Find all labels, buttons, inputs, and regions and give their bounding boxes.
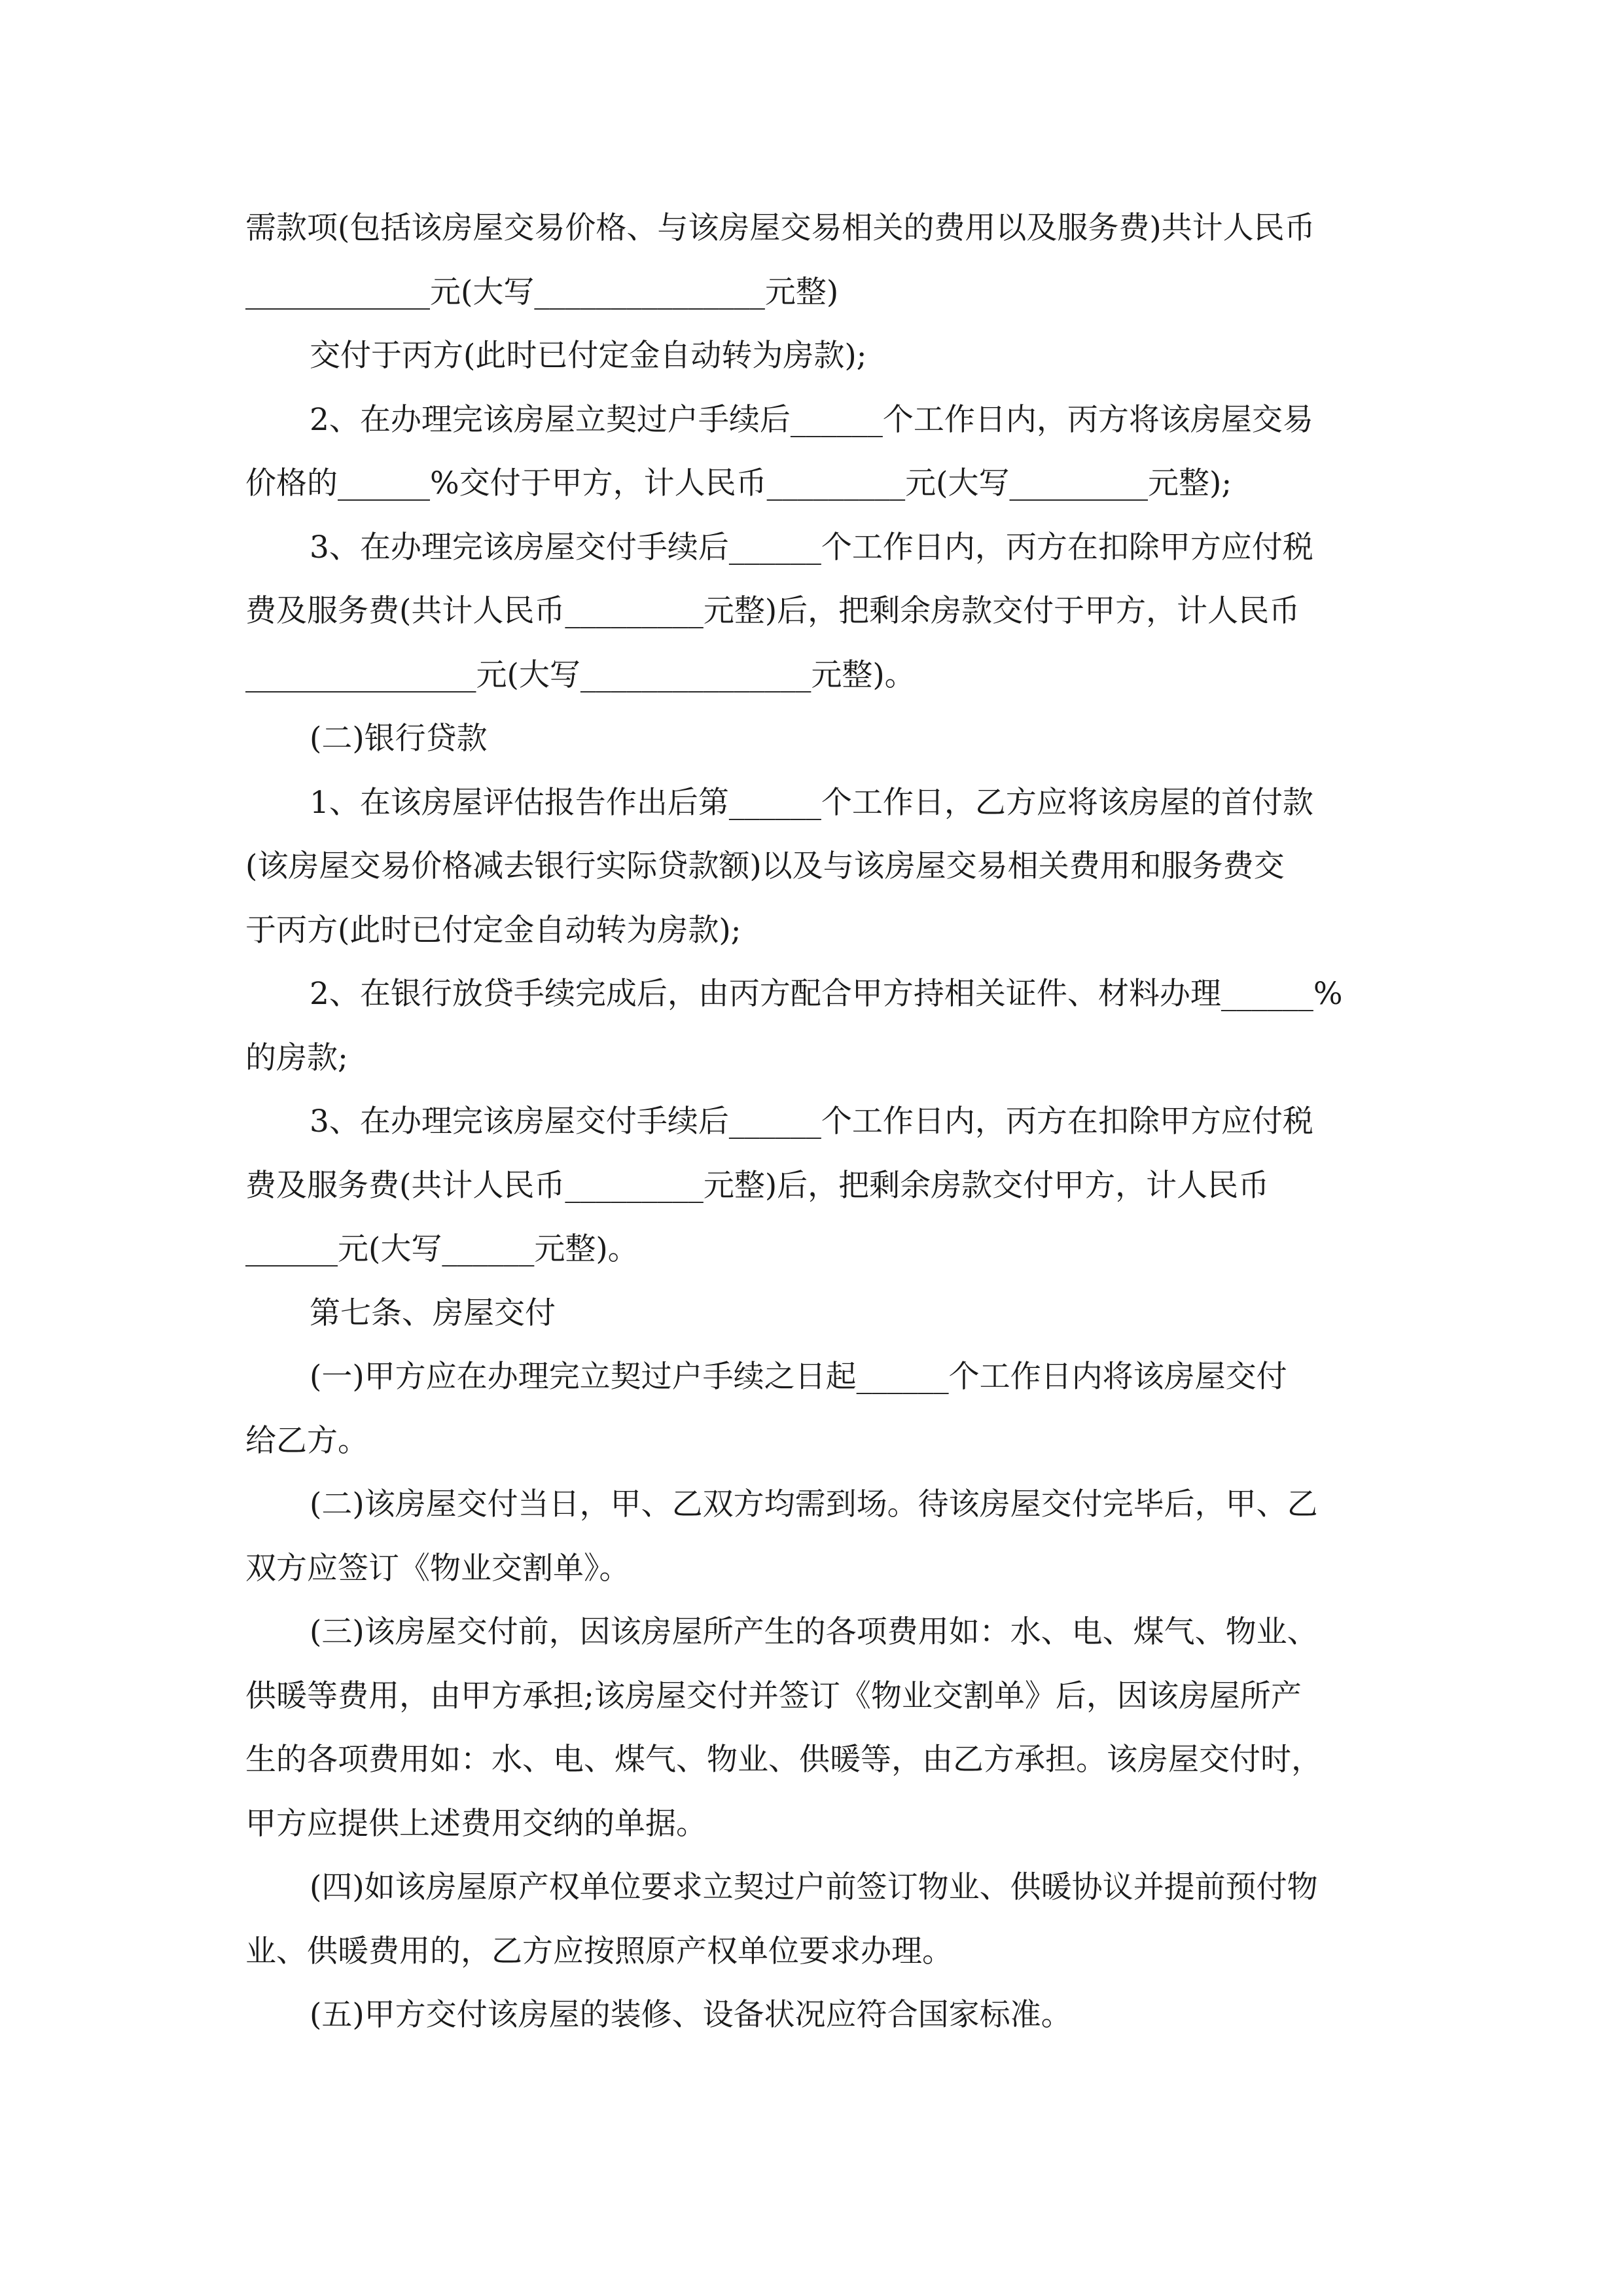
text-line: 业、供暖费用的，乙方应按照原产权单位要求办理。	[245, 1933, 953, 1969]
text-line: 生的各项费用如：水、电、煤气、物业、供暖等，由乙方承担。该房屋交付时，	[245, 1742, 1322, 1778]
text-line: (二)该房屋交付当日，甲、乙双方均需到场。待该房屋交付完毕后，甲、乙	[310, 1486, 1318, 1522]
text-line: 给乙方。	[245, 1422, 368, 1459]
text-line: (该房屋交易价格减去银行实际贷款额)以及与该房屋交易相关费用和服务费交	[245, 848, 1285, 884]
text-line: 1、在该房屋评估报告作出后第______个工作日，乙方应将该房屋的首付款	[310, 784, 1313, 821]
text-line: 需款项(包括该房屋交易价格、与该房屋交易相关的费用以及服务费)共计人民币	[245, 210, 1315, 246]
text-line: 双方应签订《物业交割单》。	[245, 1550, 630, 1587]
text-line: (三)该房屋交付前，因该房屋所产生的各项费用如：水、电、煤气、物业、	[310, 1614, 1318, 1650]
text-line: 2、在银行放贷手续完成后，由丙方配合甲方持相关证件、材料办理______%	[310, 976, 1343, 1012]
text-line: ______元(大写______元整)。	[245, 1231, 639, 1267]
text-line: 于丙方(此时已付定金自动转为房款);	[245, 912, 741, 948]
text-line: ____________元(大写_______________元整)	[245, 274, 839, 310]
text-line: (四)如该房屋原产权单位要求立契过户前签订物业、供暖协议并提前预付物	[310, 1869, 1318, 1905]
contract-text	[245, 196, 1397, 2047]
text-line: (五)甲方交付该房屋的装修、设备状况应符合国家标准。	[310, 1997, 1072, 2033]
text-line: 3、在办理完该房屋交付手续后______个工作日内，丙方在扣除甲方应付税	[310, 1103, 1313, 1139]
text-line: _______________元(大写_______________元整)。	[245, 656, 916, 693]
text-line: 价格的______%交付于甲方，计人民币_________元(大写_________元整);	[245, 465, 1232, 501]
text-line: (一)甲方应在办理完立契过户手续之日起______个工作日内将该房屋交付	[310, 1359, 1287, 1395]
text-line: 费及服务费(共计人民币_________元整)后，把剩余房款交付于甲方，计人民币	[245, 593, 1300, 629]
section-heading: (二)银行贷款	[310, 721, 488, 757]
article-heading: 第七条、房屋交付	[310, 1295, 556, 1331]
text-line: 甲方应提供上述费用交纳的单据。	[245, 1805, 707, 1842]
text-line: 的房款;	[245, 1039, 348, 1076]
text-line: 2、在办理完该房屋立契过户手续后______个工作日内，丙方将该房屋交易	[310, 401, 1313, 438]
text-line: 3、在办理完该房屋交付手续后______个工作日内，丙方在扣除甲方应付税	[310, 529, 1313, 565]
text-line: 交付于丙方(此时已付定金自动转为房款);	[310, 338, 867, 374]
text-line: 供暖等费用，由甲方承担;该房屋交付并签订《物业交割单》后，因该房屋所产	[245, 1677, 1302, 1714]
text-line: 费及服务费(共计人民币_________元整)后，把剩余房款交付甲方，计人民币	[245, 1167, 1270, 1204]
